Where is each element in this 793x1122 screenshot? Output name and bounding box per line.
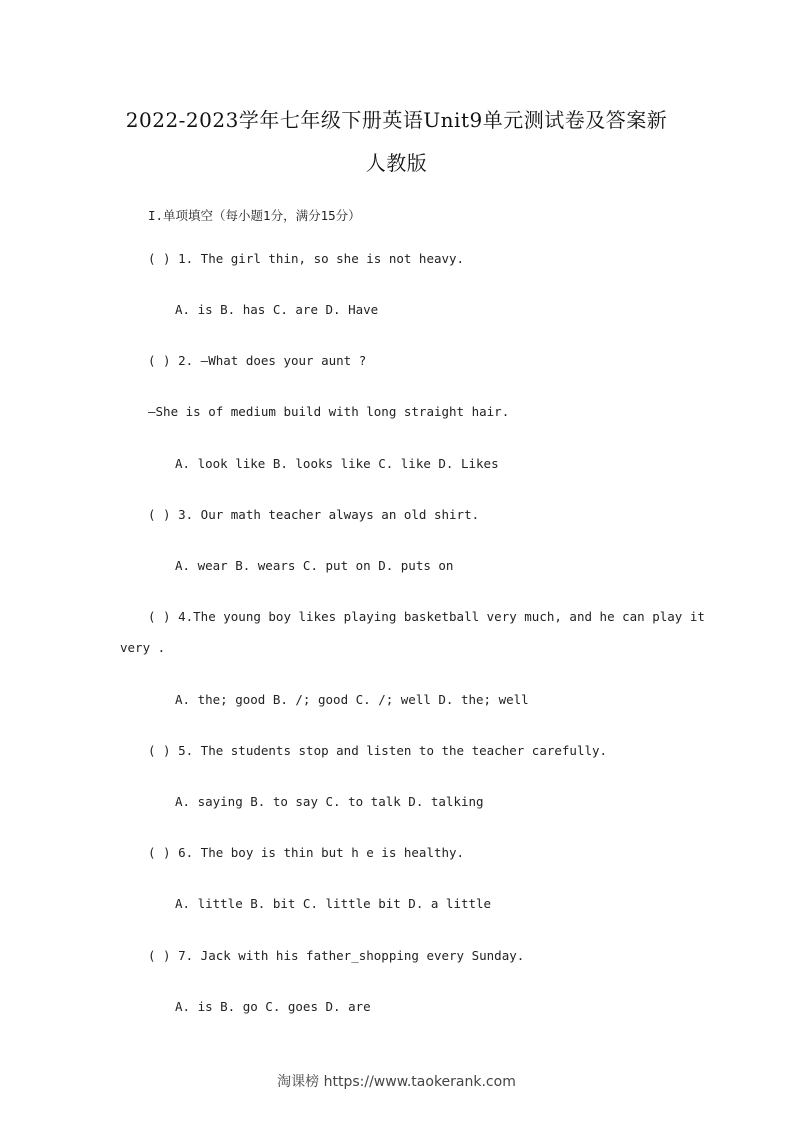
question-6-options: A. little B. bit C. little bit D. a little <box>175 896 492 911</box>
footer-watermark: 淘课榜 https://www.taokerank.com <box>277 1074 516 1090</box>
question-5-options: A. saying B. to say C. to talk D. talking <box>175 794 484 809</box>
question-5-stem: ( ) 5. The students stop and listen to the teacher carefully. <box>148 743 608 758</box>
question-7-options: A. is B. go C. goes D. are <box>175 999 371 1014</box>
question-4-options: A. the; good B. /; good C. /; well D. the; well <box>175 692 529 707</box>
question-2-stem: ( ) 2. —What does your aunt ? <box>148 353 367 368</box>
question-4-stem-continued: very . <box>120 640 166 655</box>
question-1-options: A. is B. has C. are D. Have <box>175 302 379 317</box>
question-3-options: A. wear B. wears C. put on D. puts on <box>175 558 454 573</box>
question-3-stem: ( ) 3. Our math teacher always an old shirt. <box>148 507 480 522</box>
question-2-options: A. look like B. looks like C. like D. Likes <box>175 456 499 471</box>
section-heading: I.单项填空（每小题1分，满分15分） <box>148 208 361 223</box>
document-title-line-2: 人教版 <box>365 151 428 175</box>
question-7-stem: ( ) 7. Jack with his father_shopping every Sunday. <box>148 948 525 963</box>
question-4-stem: ( ) 4.The young boy likes playing basketball very much, and he can play it <box>148 609 705 624</box>
question-1-stem: ( ) 1. The girl thin, so she is not heavy. <box>148 251 465 266</box>
question-2-stem-continued: —She is of medium build with long straight hair. <box>148 404 510 419</box>
document-title-line-1: 2022-2023学年七年级下册英语Unit9单元测试卷及答案新 <box>125 108 668 132</box>
question-6-stem: ( ) 6. The boy is thin but h e is healthy. <box>148 845 465 860</box>
